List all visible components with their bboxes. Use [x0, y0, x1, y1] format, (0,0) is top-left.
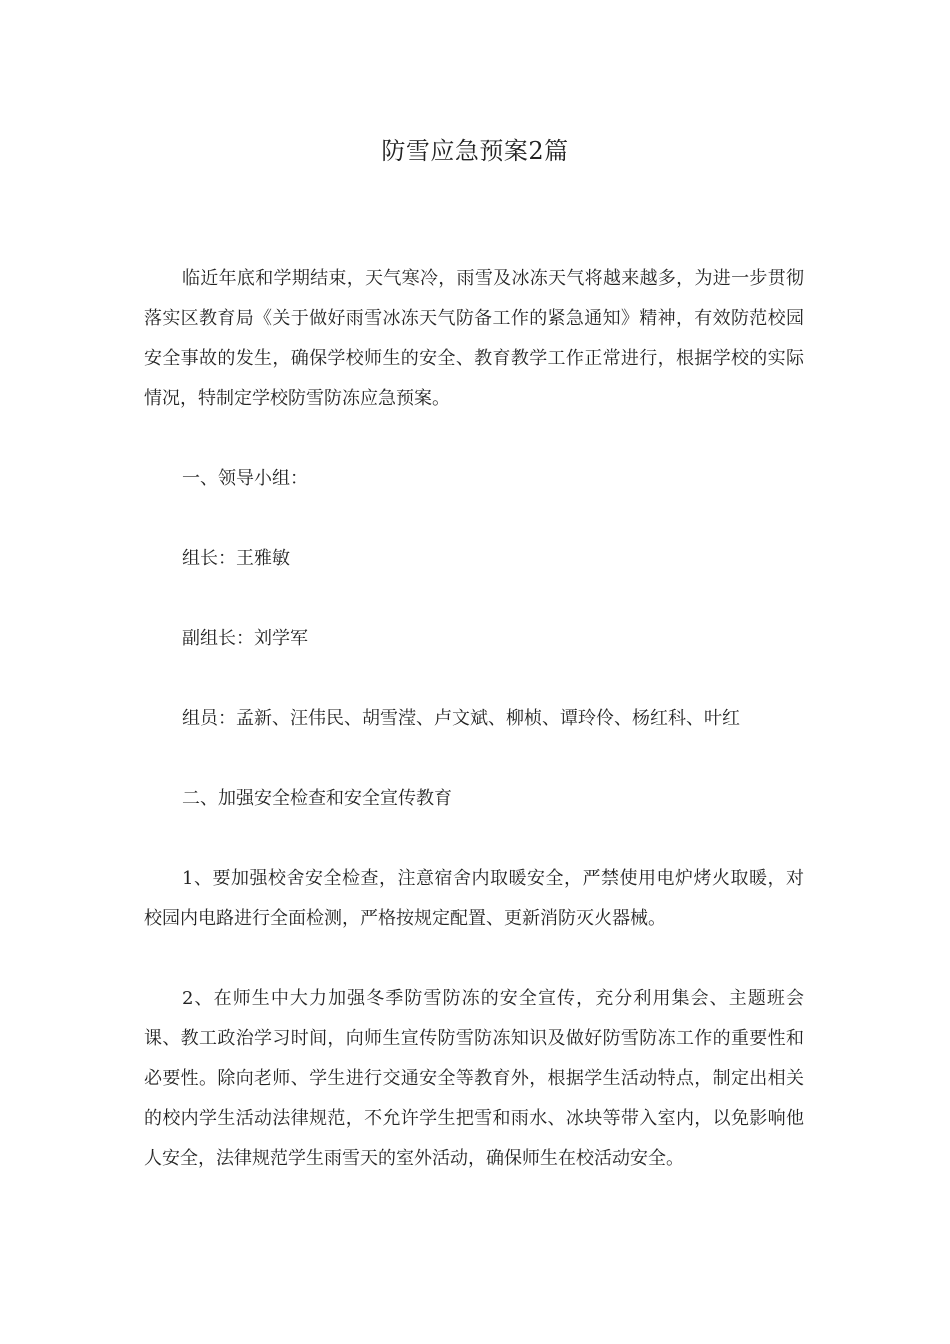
paragraph-leader: 组长：王雅敏 [182, 548, 290, 569]
paragraph-item-1: 1、要加强校舍安全检查，注意宿舍内取暖安全，严禁使用电炉烤火取暖，对校园内电路进行全面检测，严格按规定配置、更新消防灭火器械。 [144, 868, 804, 929]
document-title: 防雪应急预案2篇 [381, 137, 569, 165]
paragraph-intro: 临近年底和学期结束，天气寒冷，雨雪及冰冻天气将越来越多，为进一步贯彻落实区教育局《关于做好雨雪冰冻天气防备工作的紧急通知》精神，有效防范校园安全事故的发生，确保学校师生的安全、教育教学工作正常进行，根据学校的实际情况，特制定学校防雪防冻应急预案。 [144, 268, 804, 409]
section-heading-leadership: 一、领导小组： [182, 468, 308, 489]
document-body [144, 259, 804, 1179]
paragraph-members: 组员：孟新、汪伟民、胡雪滢、卢文斌、柳桢、谭玲伶、杨红科、叶红 [182, 708, 740, 729]
paragraph-item-2: 2、在师生中大力加强冬季防雪防冻的安全宣传，充分利用集会、主题班会课、教工政治学习时间，向师生宣传防雪防冻知识及做好防雪防冻工作的重要性和必要性。除向老师、学生进行交通安全等教育外，根据学生活动特点，制定出相关的校内学生活动法律规范，不允许学生把雪和雨水、冰块等带入室内，以免影响他人安全，法律规范学生雨雪天的室外活动，确保师生在校活动安全。 [144, 988, 804, 1169]
paragraph-deputy-leader: 副组长：刘学军 [182, 628, 308, 649]
section-heading-inspection: 二、加强安全检查和安全宣传教育 [182, 788, 452, 809]
